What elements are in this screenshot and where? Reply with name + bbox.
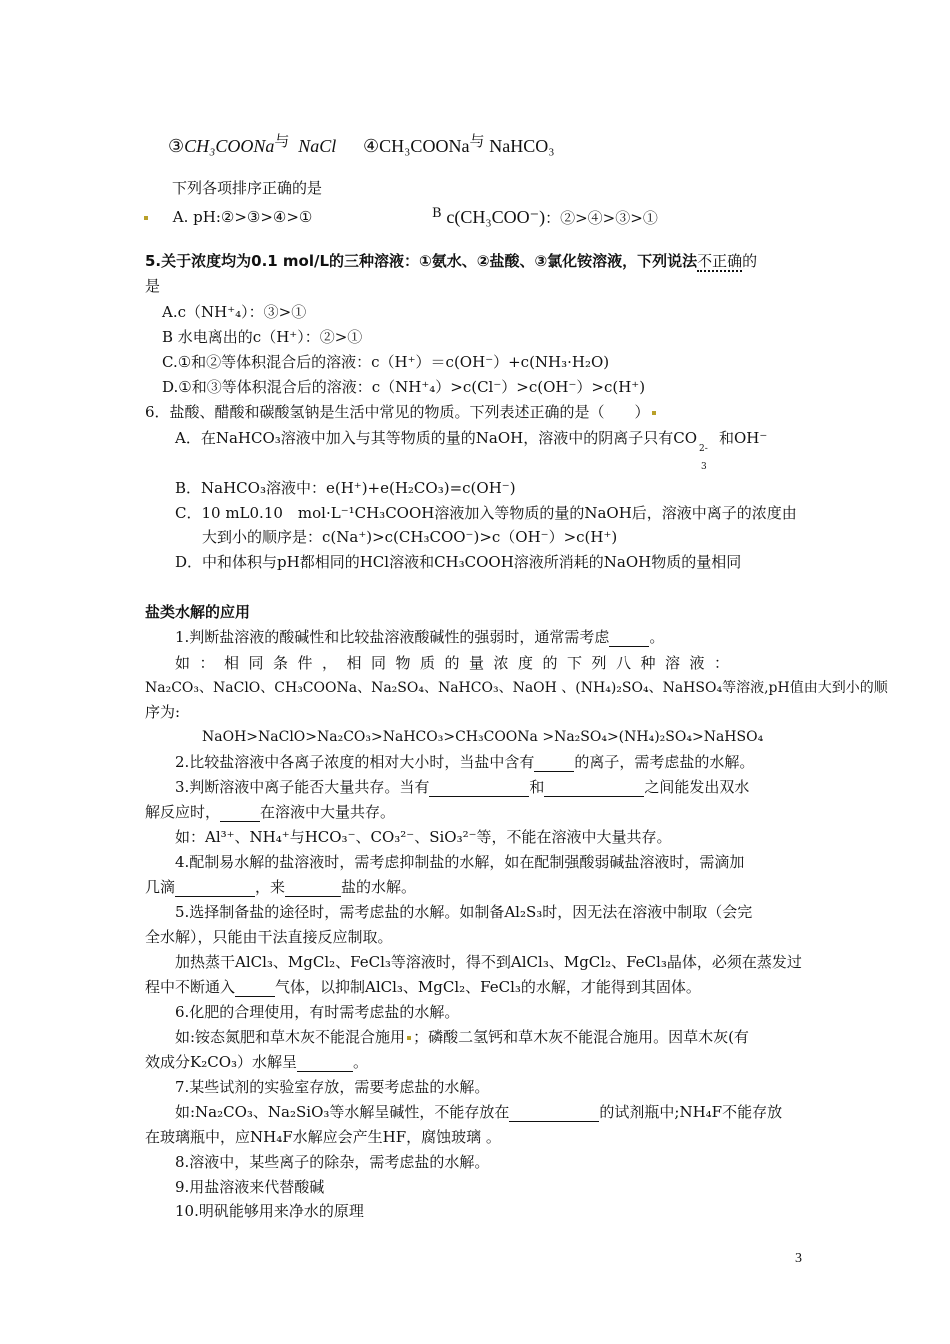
q6-option-a — [175, 428, 768, 472]
para5-line3: 加热蒸干AlCl₃、MgCl₂、FeCl₃等溶液时，得不到AlCl₃、MgCl₂、FeCl₃晶体，必须在蒸发过 — [175, 953, 802, 971]
para1-end: 。 — [649, 628, 665, 646]
page-number: 3 — [795, 1251, 802, 1266]
para7-text: 如:Na₂CO₃、Na₂SiO₃等水解呈碱性，不能存放在 — [175, 1103, 510, 1121]
para7-line3: 在玻璃瓶中，应NH₄F水解应会产生HF，腐蚀玻璃 。 — [145, 1128, 501, 1146]
para3-text3: 在溶液中大量共存。 — [260, 803, 396, 821]
para1 — [175, 627, 664, 647]
para1-example-line3: 序为: — [145, 703, 181, 721]
para1-example-line2: Na₂CO₃、NaClO、CH₃COONa、Na₂SO₄、NaHCO₃、NaOH 、(NH₄)₂SO₄、NaHSO₄等溶液,pH值由大到小的顺 — [145, 680, 888, 696]
para4-line1: 4.配制易水解的盐溶液时，需考虑抑制盐的水解，如在配制强酸弱碱盐溶液时，需滴加 — [175, 853, 745, 871]
q6-option-c-line2: 大到小的顺序是：c(Na⁺)>c(CH₃COO⁻)>c（OH⁻）>c(H⁺) — [202, 528, 618, 546]
para6-line3 — [145, 1052, 368, 1072]
blank — [509, 1107, 599, 1122]
para3-and: 和 — [529, 778, 545, 796]
para8: 8.溶液中，某些离子的除杂，需考虑盐的水解。 — [175, 1153, 490, 1171]
blank — [220, 807, 260, 822]
para3-example: 如：Al³⁺、NH₄⁺与HCO₃⁻、CO₃²⁻、SiO₃²⁻等，不能在溶液中大量共存。 — [175, 828, 672, 846]
para4-text2: ，来 — [255, 878, 286, 896]
item3-number: ③ — [168, 136, 185, 156]
para3-text2: 解反应时， — [145, 803, 221, 821]
para7-line2 — [175, 1102, 782, 1122]
formula-line — [168, 131, 555, 161]
para3-text-end: 之间能发出双水 — [644, 778, 750, 796]
q6-stem: 6．盐酸、醋酸和碳酸氢钠是生活中常见的物质。下列表述正确的是（ ） — [145, 403, 650, 421]
q6-option-d: D．中和体积与pH都相同的HCl溶液和CH₃COOH溶液所消耗的NaOH物质的量相同 — [175, 553, 742, 571]
marker-dot — [144, 216, 148, 220]
para6-text3: 效成分K₂CO₃）水解呈 — [145, 1053, 298, 1071]
para6-text2: ；磷酸二氢钙和草木灰不能混合施用。因草木灰(有 — [413, 1028, 749, 1046]
q6-option-c-line1: C．10 mL0.10 mol·L⁻¹CH₃COOH溶液加入等物质的量的NaOH后，溶液中离子的浓度由 — [175, 504, 797, 522]
para10: 10.明矾能够用来净水的原理 — [175, 1202, 364, 1220]
option-b-order: ：②>④>③>① — [545, 209, 658, 227]
item3-formula-a: CH₃COONa — [184, 136, 275, 156]
item3-formula-b: NaCl — [298, 136, 337, 156]
para4-text3: 盐的水解。 — [341, 878, 417, 896]
para5-text2: 气体，以抑制AlCl₃、MgCl₂、FeCl₃的水解，才能得到其固体。 — [275, 978, 701, 996]
para2-text: 2.比较盐溶液中各离子浓度的相对大小时，当盐中含有 — [175, 753, 535, 771]
para4-line2 — [145, 877, 416, 897]
para7-text2: 的试剂瓶中;NH₄F不能存放 — [599, 1103, 783, 1121]
section-heading: 盐类水解的应用 — [145, 603, 251, 621]
para3-line1 — [175, 777, 749, 797]
q5-option-c: C.①和②等体积混合后的溶液：c（H⁺）＝c(OH⁻）+c(NH₃·H₂O) — [162, 353, 610, 371]
option-b-label: B — [432, 206, 442, 221]
q6-option-a-tail: 和OH⁻ — [719, 429, 768, 447]
marker-dot — [407, 1036, 411, 1040]
blank — [297, 1057, 353, 1072]
q6-stem-row — [145, 402, 658, 422]
q6-option-b: B．NaHCO₃溶液中：e(H⁺)+e(H₂CO₃)=c(OH⁻) — [175, 479, 516, 497]
para6-end: 。 — [353, 1053, 369, 1071]
para1-example-line1: 如：相同条件，相同物质的量浓度的下列八种溶液： — [175, 654, 739, 672]
item4-number: ④ — [363, 136, 380, 156]
option-a-row — [142, 207, 312, 227]
blank — [534, 757, 574, 772]
item4-formula-b: NaHCO₃ — [489, 136, 555, 156]
para3-line2 — [145, 802, 395, 822]
q5-option-d: D.①和③等体积混合后的溶液：c（NH⁺₄）>c(Cl⁻）>c(OH⁻）>c(H⁺) — [162, 378, 646, 396]
para1-order: NaOH>NaClO>Na₂CO₃>NaHCO₃>CH₃COONa >Na₂SO₄>(NH₄)₂SO₄>NaHSO₄ — [202, 729, 764, 745]
q6-subscript: 3 — [701, 462, 707, 472]
blank — [609, 632, 649, 647]
para4-text: 几滴 — [145, 878, 176, 896]
q6-charge: 2- — [699, 444, 708, 454]
q5-stem-line2: 是 — [145, 277, 161, 295]
para9: 9.用盐溶液来代替酸碱 — [175, 1178, 325, 1196]
para7-line1: 7.某些试剂的实验室存放，需要考虑盐的水解。 — [175, 1078, 490, 1096]
q5-stem-line1 — [145, 251, 757, 271]
para5-text: 程中不断通入 — [145, 978, 236, 996]
blank — [544, 782, 644, 797]
para2 — [175, 752, 754, 772]
item4-yu: 与 — [469, 132, 485, 150]
para5-line1: 5.选择制备盐的途径时，需考虑盐的水解。如制备Al₂S₃时，因无法在溶液中制取（会完 — [175, 903, 753, 921]
option-b-row — [432, 204, 658, 228]
q6-option-a-text: A．在NaHCO₃溶液中加入与其等物质的量的NaOH，溶液中的阴离子只有CO — [175, 429, 697, 447]
q5-stem-end: 的 — [742, 252, 758, 270]
para1-text: 1.判断盐溶液的酸碱性和比较盐溶液酸碱性的强弱时，通常需考虑 — [175, 628, 610, 646]
item4-formula-a: CH₃COONa — [379, 136, 470, 156]
para6-text: 如:铵态氮肥和草木灰不能混合施用 — [175, 1028, 406, 1046]
q5-option-a: A.c（NH⁺₄）：③>① — [162, 303, 307, 321]
option-a: A. pH:②>③>④>① — [172, 208, 313, 226]
question-text: 下列各项排序正确的是 — [172, 179, 323, 197]
blank — [285, 882, 341, 897]
marker-dot — [652, 411, 656, 415]
para2-text-end: 的离子，需考虑盐的水解。 — [574, 753, 755, 771]
para3-text: 3.判断溶液中离子能否大量共存。当有 — [175, 778, 430, 796]
option-b-expr: c(CH₃COO⁻) — [446, 207, 546, 227]
para6-line2 — [175, 1027, 749, 1047]
q5-option-b: B 水电离出的c（H⁺）：②>① — [162, 328, 363, 346]
item3-yu: 与 — [274, 132, 290, 150]
blank — [175, 882, 255, 897]
para5-line4 — [145, 977, 701, 997]
q5-emphasis: 不正确 — [697, 252, 743, 270]
para5-line2: 全水解），只能由干法直接反应制取。 — [145, 928, 393, 946]
para6-line1: 6.化肥的合理使用，有时需考虑盐的水解。 — [175, 1003, 460, 1021]
q5-stem: 5.关于浓度均为0.1 mol/L的三种溶液：①氨水、②盐酸、③氯化铵溶液，下列说法 — [145, 252, 698, 270]
blank — [235, 982, 275, 997]
blank — [429, 782, 529, 797]
